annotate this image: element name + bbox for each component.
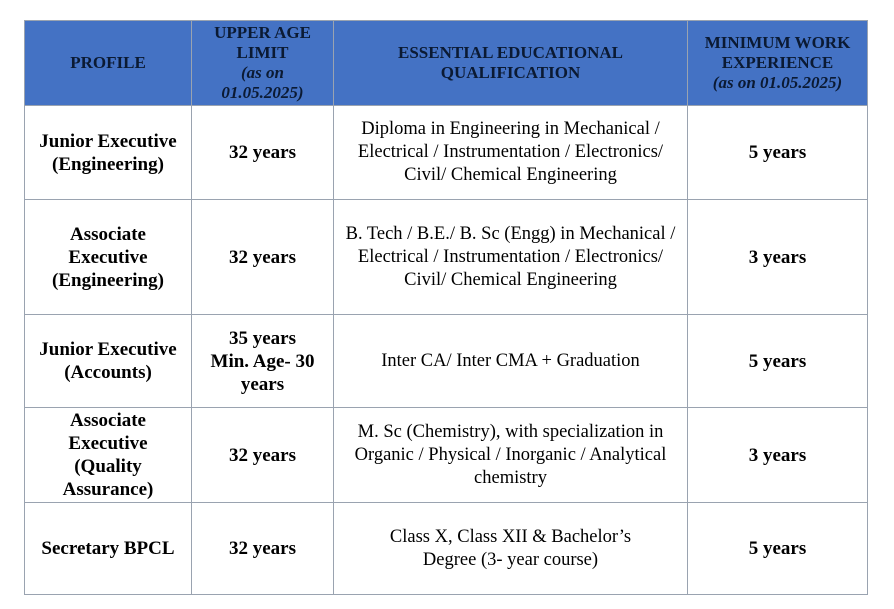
age-cell — [192, 503, 334, 595]
table-row — [25, 106, 868, 200]
header-experience-sub: (as on 01.05.2025) — [712, 73, 843, 92]
qualification-cell: Inter CA/ Inter CMA + Graduation — [334, 315, 688, 408]
age-value: 32 years — [228, 142, 296, 163]
profile-cell: Associate Executive (Engineering) — [25, 200, 192, 315]
experience-cell: 5 years — [688, 315, 868, 408]
header-profile: PROFILE — [25, 21, 192, 106]
header-age-title: UPPER AGE LIMIT — [214, 23, 311, 62]
experience-cell: 3 years — [688, 408, 868, 503]
age-value: 32 years — [228, 444, 296, 466]
eligibility-table — [24, 20, 868, 595]
experience-cell: 3 years — [688, 200, 868, 315]
header-experience-title: MINIMUM WORK EXPERIENCE — [704, 33, 851, 72]
header-work-experience — [688, 21, 868, 106]
min-age-value: Min. Age- 30 years — [210, 350, 315, 395]
age-cell — [192, 106, 334, 200]
experience-cell: 5 years — [688, 106, 868, 200]
profile-cell: Junior Executive (Engineering) — [25, 106, 192, 200]
age-value: 32 years — [228, 538, 296, 559]
qualification-cell: M. Sc (Chemistry), with specialization in Organic / Physical / Inorganic / Analytical chemistry — [334, 408, 688, 503]
table-row — [25, 503, 868, 595]
table-row — [25, 200, 868, 315]
profile-cell: Secretary BPCL — [25, 503, 192, 595]
age-cell — [192, 315, 334, 408]
age-cell — [192, 408, 334, 503]
table-row — [25, 315, 868, 408]
age-cell — [192, 200, 334, 315]
qualification-cell: B. Tech / B.E./ B. Sc (Engg) in Mechanical / Electrical / Instrumentation / Electronics/ Civil/ Chemical Engineering — [334, 200, 688, 315]
header-row — [25, 21, 868, 106]
header-qualification: ESSENTIAL EDUCATIONAL QUALIFICATION — [334, 21, 688, 106]
profile-cell: Associate Executive (Quality Assurance) — [25, 408, 192, 503]
table-row — [25, 408, 868, 503]
experience-cell: 5 years — [688, 503, 868, 595]
age-value: 32 years — [228, 246, 296, 268]
qualification-cell: Class X, Class XII & Bachelor’s Degree (3- year course) — [334, 503, 688, 595]
qualification-cell: Diploma in Engineering in Mechanical / Electrical / Instrumentation / Electronics/ Civil/ Chemical Engineering — [334, 106, 688, 200]
header-age-sub-2: 01.05.2025) — [221, 83, 304, 102]
profile-cell: Junior Executive (Accounts) — [25, 315, 192, 408]
age-value: 35 years — [228, 327, 296, 349]
header-upper-age-limit — [192, 21, 334, 106]
header-age-sub-1: (as on — [241, 63, 284, 82]
